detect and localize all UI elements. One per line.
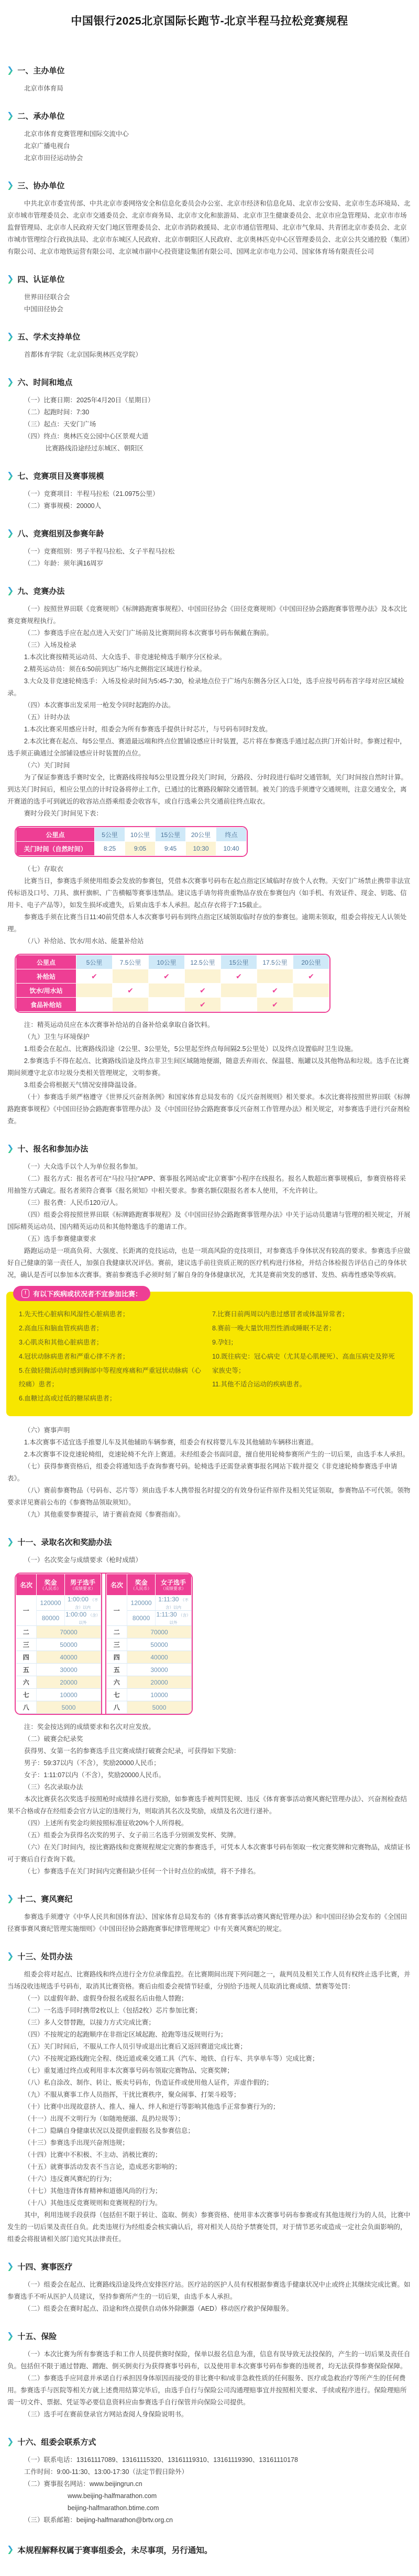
section-heading <box>7 65 419 76</box>
prize-first-place-row <box>107 1596 192 1611</box>
paragraph: （八）私自涂改、制作、转让、贩卖号码布，伪造证件或使用他人证件，弄虚作假的； <box>24 2079 273 2087</box>
chevron-right-icon: ❯ <box>7 1537 14 1546</box>
prize-amount-cell: 10000 <box>37 1689 101 1701</box>
prize-amount-cell: 70000 <box>127 1626 192 1639</box>
prize-place-row <box>107 1676 192 1689</box>
prize-place-row <box>16 1664 101 1676</box>
paragraph: 比赛路线沿途经过东城区、朝阳区 <box>45 445 144 452</box>
paragraph: （十二）隐瞒自身健康状况以及提供虚假报名及参赛信息； <box>24 2127 194 2135</box>
prize-amount-cell: 120000 <box>37 1596 65 1611</box>
chevron-right-icon: ❯ <box>7 1894 14 1903</box>
closure-time-table-grid <box>16 827 247 856</box>
prize-place-cell: 八 <box>107 1701 127 1714</box>
warning-item: 8.赛前一晚大量饮用烈性酒或睡眠不足者； <box>212 1324 336 1332</box>
paragraph: 比赛当日，参赛选手须使用组委会发放的参赛包，凭借本次赛事号码布在起点指定区域临时存放个人衣物。天安门广场禁止携带非法宣传标语及口号、刀具、旗杆旗帜、广告横幅等赛事违禁品。建议选手请勿将贵重物品存放在参赛包内（如手机、有效证件、现金、钥匙、信用卡、电子产品等），如发生损坏或遗失，后果由选手本人承担。起点存衣将于7:15截止。 <box>7 877 411 909</box>
prize-place-row <box>16 1651 101 1664</box>
prize-time-cell: 1:11:30 （不含）以内 <box>156 1596 192 1611</box>
prize-amount-cell: 30000 <box>127 1664 192 1676</box>
prize-amount-cell: 40000 <box>37 1651 101 1664</box>
prize-amount-cell: 50000 <box>127 1639 192 1651</box>
paragraph: （三）选手可在赛前登录官方网站查阅人身保险说明书。 <box>24 2411 188 2419</box>
paragraph: 中共北京市委宣传部、中共北京市委网络安全和信息化委员会办公室、北京市经济和信息化局、北京市公安局、北京市生态环境局、北京市城市管理委员会、北京市交通委员会、北京市商务局、北京市文化和旅游局、北京市卫生健康委员会、北京市应急管理局、北京市市场监督管理局、北京市人民政府天安门地区管理委员会、北京市消防救援局、北京市通信管理局、北京市气象局、共青团北京市委员会、北京市城市管理综合行政执法局、北京市东城区人民政府、北京市朝阳区人民政府、北京奥林匹克中心区管理委员会、北京公共交通控股（集团）有限公司、北京市地铁运营有限公司、北京城市副中心投资建设集团有限公司、国网北京市电力公司、国家体育场有限责任公司 <box>7 200 411 255</box>
checkmark-icon: ✔ <box>113 984 149 998</box>
paragraph: （五）关门时间后，不服从工作人员引导或退出比赛后又返回赛道完成比赛； <box>24 2043 247 2051</box>
paragraph: 注：奖金按达到的成绩要求和名次对应发放。 <box>24 1723 155 1731</box>
prize-place-row <box>107 1664 192 1676</box>
warning-columns <box>19 1307 400 1406</box>
paragraph: （一）比赛日期：2025年4月20日（星期日） <box>24 397 155 404</box>
checkmark-icon: ✔ <box>185 998 221 1012</box>
prize-place-cell: 七 <box>16 1689 37 1701</box>
warning-item: 10.既往病史：冠心病史（尤其是心肌梗死）、高血压病史及猝死家族史等； <box>212 1352 395 1374</box>
section-heading <box>7 2261 419 2272</box>
paragraph: 北京市田径运动协会 <box>24 154 83 162</box>
paragraph: （七）获得参赛资格后，组委会将通知选手查询参赛号码。轮椅选手还需登录赛事报名网站下载并提交《非竞速轮椅参赛选手申请表》。 <box>7 1463 398 1483</box>
paragraph: 2.精英运动员：须在6:50前到达广场内北侧指定区域进行检录。 <box>24 665 206 673</box>
paragraph: （一）名次奖金与成绩要求（枪时成绩） <box>24 1556 142 1564</box>
prize-table <box>15 1573 193 1715</box>
paragraph: （四）本次赛事出发采用一枪发令同时起跑的办法。 <box>24 702 175 709</box>
closure-point-cell: 15公里 <box>156 828 186 842</box>
paragraph: （十四）比赛中不积极、不主动、消极比赛的； <box>24 2151 162 2159</box>
supply-row <box>16 998 329 1012</box>
document-body <box>0 28 419 2556</box>
closure-points-row <box>16 828 247 842</box>
chevron-right-icon: ❯ <box>7 332 14 341</box>
supply-point-cell: 20公里 <box>293 955 329 969</box>
supply-cell <box>257 969 293 984</box>
paragraph: （四）上述所有奖金均须按照标准征收20%个人所得税。 <box>24 1820 188 1827</box>
paragraph: 工作时间：9:00-11:30、13:00-17:30（法定节假日除外） <box>24 2468 188 2476</box>
closure-point-cell: 20公里 <box>186 828 216 842</box>
paragraph: （七）参赛选手在关门时间内完赛但缺少任何一个计时点位的成绩，将不予排名。 <box>24 1868 260 1875</box>
paragraph: （六）不按规定路线跑完全程、绕近道或乘交通工具（汽车、地铁、自行车、共享单车等）完成比赛； <box>24 2055 319 2063</box>
prize-table-divider <box>101 1574 106 1714</box>
chevron-right-icon: ❯ <box>7 1951 14 1961</box>
prize-place-cell: 八 <box>16 1701 37 1714</box>
checkmark-icon: ✔ <box>257 984 293 998</box>
supply-row <box>16 984 329 998</box>
chevron-right-icon: ❯ <box>7 2437 14 2446</box>
section-heading <box>7 1951 419 1962</box>
paragraph: 3.大众及非竞速轮椅选手：入场及检录时间为5:45-7:30，检录地点位于广场内东侧各分区入口处，选手应按号码布首字母对应区域检录。 <box>7 677 404 697</box>
warning-item: 3.心肌炎和其他心脏病患者； <box>19 1338 103 1346</box>
prize-table-women <box>106 1574 192 1714</box>
section-heading-text: 八、竞赛组别及参赛年龄 <box>17 529 104 538</box>
prize-amount-cell: 10000 <box>127 1689 192 1701</box>
section-heading <box>7 110 419 121</box>
paragraph: （二）赛事报名网站：www.beijingrun.cn <box>24 2480 142 2488</box>
supply-corner-cell: 公里点 <box>16 955 76 969</box>
supply-stations-table-grid <box>16 955 329 1012</box>
paragraph: （二）赛事规模：20000人 <box>24 502 102 510</box>
paragraph: 2.本次赛事不设竞速轮椅组，竞速轮椅不允许上赛道。未经组委会书面同意，擅自使用轮椅参赛所产生的一切后果，由选手本人承担。 <box>24 1451 410 1459</box>
paragraph: （六）关门时间 <box>24 762 70 769</box>
prize-place-row <box>16 1676 101 1689</box>
paragraph: （七）存取衣 <box>24 865 63 873</box>
closure-time-cell: 9:05 <box>125 842 156 856</box>
paragraph: （一）本次比赛为所有参赛选手和工作人员提供赛时保险，保单以报名信息为准，信息有误导致无法投保的，产生的一切后果及责任自负。包括但不限于通过替跑、蹭跑、倒买倒卖行为获得赛事号码布，以及使用非本次赛事号码布参赛的违规者，均无法获得参赛保险保障。 <box>7 2351 411 2370</box>
paragraph: （十五）就赛事活动发表不当言论，造成恶劣影响的； <box>24 2163 181 2171</box>
prize-amount-header: 奖金 （人民币） <box>127 1574 156 1596</box>
section-heading-text: 十五、保险 <box>17 2332 57 2342</box>
paragraph: （二）一名选手同时携带2枚以上（包括2枚）芯片参加比赛； <box>24 2007 202 2015</box>
prize-amount-cell: 40000 <box>127 1651 192 1664</box>
closure-time-cell: 10:40 <box>216 842 247 856</box>
page-title: 中国银行2025北京国际长跑节-北京半程马拉松竞赛规程 <box>71 15 348 27</box>
paragraph: （二）破赛会纪录奖 <box>24 1735 83 1743</box>
supply-cell <box>149 984 185 998</box>
prize-place-cell: 一 <box>107 1596 127 1626</box>
chevron-right-icon: ❯ <box>7 180 14 190</box>
paragraph: （十七）其他违背体育精神和道德风尚的行为； <box>24 2187 162 2195</box>
paragraph: （十三）参赛选手出现兴奋剂违规； <box>24 2139 129 2147</box>
warning-title-text: 有以下疾病或状况者不宜参加比赛： <box>33 1290 142 1298</box>
paragraph: （二）报名方式：报名者可在“马拉马拉”APP、赛事报名网站或“北京赛事”小程序在线报名。报名人数超出赛事规模后，参赛资格将采用抽签方式确定。报名者须符合赛事《报名须知》中相关要求。参赛名额仅限报名者本人使用，不允许转让。 <box>7 1175 406 1194</box>
section-heading-text: 五、学术支持单位 <box>17 333 81 342</box>
section-heading-text: 七、竞赛项目及赛事规模 <box>17 472 104 481</box>
prize-place-cell: 三 <box>16 1639 37 1651</box>
prize-place-cell: 五 <box>16 1664 37 1676</box>
prize-amount-cell: 120000 <box>127 1596 156 1611</box>
prize-first-place-row <box>16 1596 101 1611</box>
paragraph: （四）终点：奥林匹克公园中心区景观大道 <box>24 433 149 440</box>
prize-time-cell: 1:11:30 （含）以外 <box>156 1611 191 1625</box>
paragraph: 3.组委会将根据天气情况安排降温设备。 <box>24 1081 141 1089</box>
paragraph: （一）大众选手以个人为单位报名参加。 <box>24 1163 142 1170</box>
chevron-right-icon: ❯ <box>7 377 14 387</box>
warning-item: 9.孕妇； <box>212 1338 237 1346</box>
closure-point-cell: 5公里 <box>95 828 125 842</box>
supply-row-label: 食品补给站 <box>16 998 76 1012</box>
paragraph: （五）选手参赛健康要求 <box>24 1235 96 1242</box>
paragraph: （三）多人交替替跑，以接力方式完成比赛； <box>24 2019 155 2027</box>
paragraph: www.beijing-halfmarathon.com <box>68 2492 157 2500</box>
paragraph: （三）联系邮箱：beijing-halfmarathon@brtv.org.cn <box>24 2516 173 2524</box>
warning-item: 1.先天性心脏病和风湿性心脏病患者； <box>19 1310 129 1318</box>
paragraph: （三）名次录取办法 <box>24 1783 83 1791</box>
warning-title-pill <box>13 1286 150 1301</box>
prize-place-cell: 三 <box>107 1639 127 1651</box>
section-heading-text: 十三、处罚办法 <box>17 1952 73 1962</box>
paragraph: 北京市体育局 <box>24 85 63 92</box>
warning-item: 5.在做轻微活动时感到胸部中等程度疼痛和严重冠状动脉病（心绞痛）患者； <box>19 1366 201 1388</box>
prize-women-requirement-header: 女子选手 （成绩要求） <box>156 1574 192 1596</box>
paragraph: （一）组委会在起点、比赛路线沿途及终点安排医疗站。医疗站的医护人员有权根据参赛选手健康状况中止或终止其继续完成比赛。如参赛选手不听从医护人员建议，坚持参赛所产生的一切后果，由选手本人承担。 <box>7 2281 411 2301</box>
prize-place-cell: 二 <box>16 1626 37 1639</box>
prize-place-header: 名次 <box>16 1574 37 1596</box>
paragraph: 其中，利用违规手段获得（包括但不限于转让、盗取、倒卖）参赛资格、使用非本次赛事号码布参赛或有其他违规行为的人员，比赛中发生的一切后果及责任自负。此类违规行为经组委会核实确认后，将对相关人员给予禁赛处罚，对于情节恶劣或造成一定社会负面影响的，组委会将报请相关部门追究其法律责任。 <box>7 2211 411 2243</box>
paragraph: （五）计时办法 <box>24 714 70 721</box>
prize-amount-cell: 70000 <box>37 1626 101 1639</box>
paragraph: （三）起点：天安门广场 <box>24 421 96 428</box>
prize-amount-cell: 20000 <box>37 1676 101 1689</box>
chevron-right-icon: ❯ <box>7 471 14 480</box>
prize-place-row <box>107 1639 192 1651</box>
paragraph: （十八）其他违反竞赛规则和竞赛规程的行为。 <box>24 2199 162 2207</box>
chevron-right-icon: ❯ <box>7 2262 14 2271</box>
section-heading <box>7 585 419 596</box>
section-heading <box>7 377 419 388</box>
paragraph: 赛时分段关门时间见下表： <box>24 810 103 817</box>
paragraph: （七）重复通过终点或利用非本次赛事号码布领取完赛物品、完赛奖牌； <box>24 2067 234 2075</box>
supply-points-row <box>16 955 329 969</box>
prize-amount-cell: 20000 <box>127 1676 192 1689</box>
section-heading-text: 四、认证单位 <box>17 275 65 284</box>
paragraph: （十）比赛中出现故意挤人、推人、撞人、绊人和逆行等影响其他选手正常参赛行为的； <box>24 2103 280 2111</box>
checkmark-icon: ✔ <box>149 969 185 984</box>
paragraph: （一）竞赛组别：男子半程马拉松、女子半程马拉松 <box>24 548 175 555</box>
chevron-right-icon: ❯ <box>7 111 14 120</box>
supply-cell <box>76 998 113 1012</box>
section-heading-text: 六、时间和地点 <box>17 378 73 387</box>
section-heading <box>7 1143 419 1154</box>
paragraph: （二）组委会在赛时起点、沿途和终点提供自动体外除颤器（AED）移动医疗救护保障服务。 <box>24 2305 293 2313</box>
prize-place-row <box>16 1639 101 1651</box>
prize-place-row <box>16 1626 101 1639</box>
paragraph: 1.本次比赛采用感应计时，组委会为所有参赛选手提供计时芯片，与号码布同时发放。 <box>24 726 272 733</box>
warning-list-right <box>212 1307 400 1406</box>
checkmark-icon: ✔ <box>221 969 257 984</box>
chevron-right-icon: ❯ <box>7 1144 14 1153</box>
prize-place-cell: 五 <box>107 1664 127 1676</box>
section-heading-text: 十、报名和参加办法 <box>17 1145 89 1154</box>
paragraph: （四）组委会将按照世界田联《标牌路跑赛事规程》及《中国田径协会路跑赛事管理办法》中关于运动员邀请与管理的相关规定，开展国际精英运动员、国内精英运动员和其他特邀选手的邀请工作。 <box>7 1211 411 1230</box>
closure-times-label-cell: 关门时间（自然时间） <box>16 842 95 856</box>
section-heading <box>7 1536 419 1547</box>
supply-point-cell: 5公里 <box>76 955 113 969</box>
paragraph: （二）起跑时间：7:30 <box>24 409 90 416</box>
supply-stations-table <box>15 954 330 1013</box>
prize-amount-cell: 50000 <box>37 1639 101 1651</box>
warning-item: 11.其他不适合运动的疾病患者。 <box>212 1381 306 1388</box>
supply-row <box>16 969 329 984</box>
supply-cell <box>113 998 149 1012</box>
paragraph: 北京广播电视台 <box>24 142 70 150</box>
closure-point-cell: 10公里 <box>125 828 156 842</box>
prize-amount-cell: 30000 <box>37 1664 101 1676</box>
prize-place-row <box>107 1626 192 1639</box>
paragraph: （六）在关门时间内，按比赛路线和竞赛规程规定完赛的参赛选手，可凭本人本次赛事号码布领取一枚完赛奖牌和完赛物品，成绩证书可于赛后自行查询下载。 <box>7 1844 411 1863</box>
chevron-right-icon: ❯ <box>7 2545 14 2555</box>
prize-place-cell: 七 <box>107 1689 127 1701</box>
supply-point-cell: 7.5公里 <box>113 955 149 969</box>
checkmark-icon: ✔ <box>185 984 221 998</box>
prize-amount-header: 奖金 （人民币） <box>37 1574 65 1596</box>
section-heading <box>7 470 419 481</box>
supply-cell <box>221 984 257 998</box>
paragraph: （十六）违反赛风赛纪的行为； <box>24 2175 116 2183</box>
paragraph: 参赛选手须在比赛当日11:40前凭借本人本次赛事号码布到终点指定区域领取临时存放的参赛包。逾期未领取，组委会将按无人认领处理。 <box>7 913 407 933</box>
chevron-right-icon: ❯ <box>7 274 14 284</box>
prize-place-cell: 四 <box>16 1651 37 1664</box>
closure-time-table <box>15 826 248 857</box>
warning-item: 6.血糖过高或过低的糖尿病患者； <box>19 1395 116 1403</box>
closure-time-cell: 10:30 <box>186 842 216 856</box>
checkmark-icon: ✔ <box>257 998 293 1012</box>
exclamation-icon: ! <box>21 1289 29 1298</box>
prize-men-requirement-header: 男子选手 （成绩要求） <box>65 1574 101 1596</box>
paragraph: 世界田径联合会 <box>24 293 70 301</box>
paragraph: 参赛选手须遵守《中华人民共和国体育法》、国家体育总局发布的《体育赛事活动赛风赛纪管理办法》和中国田径协会发布的《全国田径赛事赛风赛纪管理实施细则》《中国田径协会路跑赛事纪律管理规定》中有关赛风赛纪的规定。 <box>7 1913 407 1933</box>
section-heading <box>7 2436 419 2447</box>
prize-place-row <box>107 1701 192 1714</box>
health-warning-box <box>6 1292 413 1416</box>
paragraph: 中国田径协会 <box>24 306 63 313</box>
warning-item: 4.冠状动脉病患者和严重心律不齐者； <box>19 1352 129 1360</box>
paragraph: 路跑运动是一项高负荷、大强度、长距离的竞技运动，也是一项高风险的竞技项目，对参赛选手身体状况有较高的要求。参赛选手应做好自己健康的第一责任人，加强自我健康状况评估。赛前，建议选手前往资质正规的医疗机构进行体检，并结合体检报告评估自己的身体状况，确认是否可以参加本次赛事。赛前参赛选手必须时刻了解自身的身体健康状况，尤其是赛前突发的感冒、发热、病毒性感染等疾病。 <box>7 1247 411 1279</box>
supply-point-cell: 15公里 <box>221 955 257 969</box>
prize-men-header-row <box>16 1574 101 1596</box>
section-heading-text: 十二、赛风赛纪 <box>17 1895 73 1904</box>
paragraph: 1.本次赛事不适宜选手推婴儿车及其他辅助车辆参赛，组委会有权将婴儿车及其他辅助车辆移出赛道。 <box>24 1439 318 1447</box>
paragraph: （五）组委会为获得名次奖的男子、女子前三名选手分别颁发奖杯、奖牌。 <box>24 1832 240 1839</box>
prize-women-header-row <box>107 1574 192 1596</box>
section-heading-text: 一、主办单位 <box>17 66 65 75</box>
section-heading-text: 三、协办单位 <box>17 182 65 190</box>
paragraph: 注：精英运动员应在本次赛事补给站的自备补给桌拿取自备饮料。 <box>24 1021 214 1029</box>
prize-table-men <box>16 1574 101 1714</box>
supply-row-label: 饮水/用水站 <box>16 984 76 998</box>
paragraph: 为了保证参赛选手赛时安全，比赛路线将按每5公里设置分段关门时间，分路段、分时段进行临时交通管制，关门时间按自然时计算。到达关门时间后，相应公里点的计时设备将停止工作，已通过的比赛路段解除交通管制。被关门的选手须遵守交通规则，注意交通安全，离开赛道的选手可到就近的收容站点搭乘组委会收容车，或自行选乘公共交通前往终点取衣。 <box>7 774 407 805</box>
warning-item: 2.高血压和脑血管疾病患者； <box>19 1324 103 1332</box>
paragraph: （一）联系电话：13161117089、13161115320、13161119310、13161119390、13161110178 <box>24 2456 298 2464</box>
supply-point-cell: 17.5公里 <box>257 955 293 969</box>
paragraph: （三）入场及检录 <box>24 641 76 649</box>
paragraph: （六）赛事声明 <box>24 1427 70 1434</box>
chevron-right-icon: ❯ <box>7 65 14 75</box>
paragraph: （八）补给站、饮水/用水站、能量补给站 <box>24 937 144 945</box>
prize-amount-cell: 5000 <box>127 1701 192 1714</box>
supply-cell <box>149 998 185 1012</box>
section-heading <box>7 2331 419 2342</box>
section-heading-text: 二、承办单位 <box>17 112 65 121</box>
paragraph: 女子：1:11:07以内（不含），奖励20000人民币。 <box>24 1771 166 1779</box>
paragraph: （一）竞赛项目：半程马拉松（21.0975公里） <box>24 490 159 498</box>
chevron-right-icon: ❯ <box>7 528 14 538</box>
paragraph: （九）其他重要参赛提示，请于赛前查阅《参赛指南》。 <box>24 1511 185 1519</box>
prize-place-cell: 六 <box>16 1676 37 1689</box>
supply-point-cell: 12.5公里 <box>185 955 221 969</box>
supply-row-label: 补给站 <box>16 969 76 984</box>
paragraph: 男子：59:37以内（不含），奖励20000人民币； <box>24 1759 160 1767</box>
paragraph: 1.本次比赛按精英运动员、大众选手、非竞速轮椅选手顺序分区检录。 <box>24 653 226 661</box>
prize-amount-cell: 5000 <box>37 1701 101 1714</box>
prize-amount-cell: 80000 <box>127 1611 156 1626</box>
checkmark-icon: ✔ <box>76 969 113 984</box>
paragraph: （二）参赛选手应同意并承诺自行承担因身体原因而接受的非比赛中和/或非急救性质的任何服务、医疗或急救治疗等所产生的任何费用。参赛选手与医院等相关方就上述费用结算完毕后，由选手自行与保险公司沟通理赔事宜并按照相关要求、手续或程序进行。保险理赔所需一切文件、票据、凭证等必要信息资料应由参赛选手自行保管并向保险公司提供。 <box>7 2375 407 2406</box>
footer-note <box>7 2544 419 2556</box>
paragraph: 1.组委会在起点、比赛路线沿途（2公里、3公里处，5公里起至终点每间隔2.5公里处）以及终点设置临时卫生设施。 <box>24 1045 358 1053</box>
paragraph: （一）以虚假年龄、虚假身份报名或报名后由他人替跑； <box>24 1995 188 2003</box>
section-heading-text: 十六、组委会联系方式 <box>17 2438 96 2447</box>
paragraph: （十一）出现不文明行为（如随地便溺、乱扔垃圾等）； <box>24 2115 185 2123</box>
closure-time-cell: 9:45 <box>156 842 186 856</box>
paragraph: 2.本次比赛在起点、每5公里点、赛道最远端和终点位置铺设感应计时装置，芯片将在参赛选手通过起点拱门开始计时。参赛过程中，选手须正确通过全部铺设感应计时装置的点位。 <box>7 738 406 757</box>
paragraph: 获得男、女第一名的参赛选手且完赛成绩打破赛会纪录，可获得如下奖励： <box>24 1747 240 1755</box>
supply-cell <box>76 984 113 998</box>
paragraph: （九）不服从赛事工作人员指挥，干扰比赛秩序，聚众闹事、打架斗殴等； <box>24 2091 240 2099</box>
paragraph: （九）卫生与环境保护 <box>24 1033 90 1041</box>
paragraph: （二）参赛选手应在起点进入天安门广场前及比赛期间将本次赛事号码布佩戴在胸前。 <box>24 629 273 637</box>
prize-place-cell: 四 <box>107 1651 127 1664</box>
chevron-right-icon: ❯ <box>7 2331 14 2341</box>
prize-place-cell: 六 <box>107 1676 127 1689</box>
prize-place-cell: 二 <box>107 1626 127 1639</box>
prize-place-row <box>107 1651 192 1664</box>
paragraph: （十）参赛选手须严格遵守《世界反兴奋剂条例》和国家体育总局发布的《反兴奋剂规则》相关要求。本次比赛将按照世界田联《标牌路跑赛事规程》《中国田径协会路跑赛事管理办法》及《中国田径协会路跑赛事反兴奋剂工作管理办法》相关规定，对参赛选手进行兴奋剂检查。 <box>7 1093 411 1125</box>
supply-cell <box>293 984 329 998</box>
section-heading <box>7 528 419 539</box>
supply-point-cell: 10公里 <box>149 955 185 969</box>
paragraph: （二）年龄：须年满16周岁 <box>24 560 104 567</box>
prize-time-cell: 1:00:00 （不含）以内 <box>65 1596 101 1611</box>
section-heading <box>7 180 419 191</box>
section-heading-text: 十四、赛事医疗 <box>17 2263 73 2272</box>
section-heading-text: 十一、录取名次和奖励办法 <box>17 1538 112 1547</box>
warning-item: 7.比赛日前两周以内患过感冒者或体温异常者； <box>212 1310 349 1318</box>
checkmark-icon: ✔ <box>293 969 329 984</box>
supply-cell <box>221 998 257 1012</box>
paragraph: （四）不按规定的起跑顺序在非指定区域起跑、抢跑等违反规则行为； <box>24 2031 227 2039</box>
paragraph: 组委会将对起点、比赛路线和终点进行全方位录像监控。在比赛期间出现下列问题之一，裁判员及相关工作人员有权终止选手比赛，并当场没收违规选手号码布，取消其比赛资格。赛后由组委会视情节轻重，分别给予违规人员取消比赛成绩、禁赛等处罚： <box>7 1971 411 1991</box>
prize-place-row <box>16 1701 101 1714</box>
paragraph: 2.参赛选手不得在起点、比赛路线沿途及终点非卫生间区域随地便溺，随意丢弃雨衣、保温毯、瓶罐以及其他物品和垃圾。选手在比赛期间须遵守北京市垃圾分类相关管理规定，文明参赛。 <box>7 1057 410 1077</box>
supply-cell <box>113 969 149 984</box>
paragraph: 首都体育学院（北京国际奥林匹克学院） <box>24 351 142 358</box>
prize-amount-cell: 80000 <box>37 1611 65 1626</box>
section-heading-text: 本规程解释权属于赛事组委会，未尽事项，另行通知。 <box>17 2546 213 2556</box>
closure-point-cell: 终点 <box>216 828 247 842</box>
prize-place-row <box>16 1689 101 1701</box>
paragraph: 本次比赛获名次奖选手按照枪时成绩排名进行奖励，如参赛选手被判罚犯规、违反《体育赛事活动赛风赛纪管理办法》、兴奋剂检查结果不合格或存在经组委会官方认定的违规行为，则取消其名次及奖励，成绩及名次进行递补。 <box>7 1795 407 1815</box>
prize-place-header: 名次 <box>107 1574 127 1596</box>
closure-corner-cell: 公里点 <box>16 828 95 842</box>
prize-place-row <box>107 1689 192 1701</box>
paragraph: （三）报名费：人民币120元/人。 <box>24 1199 122 1206</box>
chevron-right-icon: ❯ <box>7 586 14 595</box>
section-heading <box>7 331 419 342</box>
closure-times-row <box>16 842 247 856</box>
section-heading <box>7 274 419 285</box>
prize-place-cell: 一 <box>16 1596 37 1626</box>
supply-cell <box>185 969 221 984</box>
supply-cell <box>293 998 329 1012</box>
paragraph: beijing-halfmarathon.btime.com <box>68 2504 159 2512</box>
section-heading-text: 九、竞赛办法 <box>17 587 65 596</box>
paragraph: 北京市体育竞赛管理和国际交流中心 <box>24 130 129 138</box>
closure-time-cell: 8:25 <box>95 842 125 856</box>
warning-list-left <box>19 1307 207 1406</box>
paragraph: （八）赛前参赛物品（号码布、芯片等）须由选手本人携带报名时提交的有效身份证件原件及相关凭证领取，参赛物品不可代领。领物要求详见赛前公布的《参赛物品领取须知》。 <box>7 1487 411 1507</box>
paragraph: （一）按照世界田联《竞赛规则》《标牌路跑赛事规程》、中国田径协会《田径竞赛规则》《中国田径协会路跑赛事管理办法》及本次比赛竞赛规程执行。 <box>7 605 407 625</box>
prize-time-cell: 1:00:00 （含）以外 <box>65 1611 100 1625</box>
section-heading <box>7 1893 419 1904</box>
